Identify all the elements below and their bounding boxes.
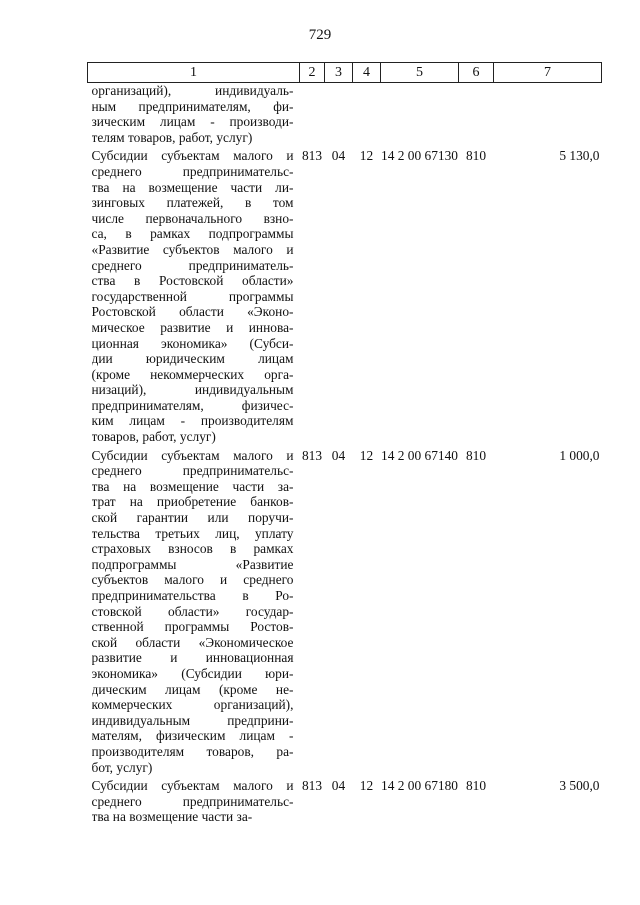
header-col-3: 3 [325, 63, 353, 83]
description-line: ким лицам - производителям [91, 413, 294, 429]
description-line: ственной программы Ростов- [91, 619, 294, 635]
row-ministry-code: 813 [301, 447, 323, 463]
row-expense-type: 810 [465, 778, 487, 794]
description-line: ционная экономика» (Субси- [91, 335, 294, 351]
table-row [88, 445, 602, 775]
description-line: подпрограммы «Развитие [91, 556, 294, 572]
row-expense-type: 810 [465, 148, 487, 164]
row-subsection-code: 12 [359, 778, 374, 794]
row-subsection-code: 12 [359, 148, 374, 164]
description-line: зинговых платежей, в том [91, 195, 294, 211]
description-line: мателям, физическим лицам - [91, 728, 294, 744]
row-amount [494, 83, 602, 146]
row-target-article: 14 2 00 67180 [381, 778, 458, 794]
description-line: развитие и инновационная [91, 650, 294, 666]
row-subsection-code [353, 83, 381, 146]
description-line: среднего предпринимательс- [91, 163, 294, 179]
description-line: страховых взносов в рамках [91, 541, 294, 557]
header-col-4: 4 [353, 63, 381, 83]
row-description [88, 145, 300, 444]
description-line: (кроме некоммерческих орга- [91, 366, 294, 382]
description-line: бот, услуг) [91, 759, 153, 775]
row-section-code: 04 [331, 447, 346, 463]
description-line: Субсидии субъектам малого и [91, 778, 294, 794]
description-line: тельства третьих лиц, уплату [91, 525, 294, 541]
description-line: субъектов малого и среднего [91, 572, 294, 588]
description-line: са, в рамках подпрограммы [91, 226, 294, 242]
row-amount: 3 500,0 [559, 778, 600, 794]
description-line: Ростовской области «Эконо- [91, 304, 294, 320]
row-section-code [325, 83, 353, 146]
page-number: 729 [308, 27, 332, 43]
row-description [88, 83, 300, 146]
description-line: предпринимателям, физичес- [91, 397, 294, 413]
row-target-article: 14 2 00 67140 [381, 447, 458, 463]
header-col-2: 2 [300, 63, 325, 83]
table-row [88, 145, 602, 444]
row-target-article: 14 2 00 67130 [381, 148, 458, 164]
header-col-6: 6 [459, 63, 494, 83]
description-line: Субсидии субъектам малого и [91, 148, 294, 164]
description-line: экономика» (Субсидии юри- [91, 665, 294, 681]
row-section-code: 04 [331, 148, 346, 164]
description-line: трат на приобретение банков- [91, 494, 294, 510]
description-line: товаров, работ, услуг) [91, 429, 216, 445]
description-line: тва на возмещение части за- [91, 478, 294, 494]
description-line: низаций), индивидуальным [91, 382, 294, 398]
header-col-5: 5 [381, 63, 459, 83]
description-line: среднего предпринимательс- [91, 793, 294, 809]
row-target-article [381, 83, 459, 146]
description-line: среднего предприниматель- [91, 257, 294, 273]
description-line: Субсидии субъектам малого и [91, 447, 294, 463]
row-ministry-code [300, 83, 325, 146]
row-description [88, 445, 300, 775]
budget-table [87, 62, 602, 825]
description-line: телям товаров, работ, услуг) [91, 129, 253, 145]
row-subsection-code: 12 [359, 447, 374, 463]
table-row [88, 83, 602, 146]
table-header [88, 63, 602, 83]
description-line: среднего предпринимательс- [91, 463, 294, 479]
row-ministry-code: 813 [301, 148, 323, 164]
row-amount: 5 130,0 [559, 148, 600, 164]
table-body [88, 83, 602, 825]
row-section-code: 04 [331, 778, 346, 794]
description-line: дии юридическим лицам [91, 351, 294, 367]
header-row [88, 63, 602, 83]
description-line: тва на возмещение части ли- [91, 179, 294, 195]
row-description [88, 775, 300, 825]
description-line: государственной программы [91, 288, 294, 304]
description-line: ской области «Экономическое [91, 634, 294, 650]
header-col-1: 1 [88, 63, 300, 83]
description-line: индивидуальным предприни- [91, 712, 294, 728]
description-line: ства в Ростовской области» [91, 273, 294, 289]
description-line: организаций), индивидуаль- [91, 83, 294, 98]
description-line: производителям товаров, ра- [91, 743, 294, 759]
description-line: «Развитие субъектов малого и [91, 241, 294, 257]
description-line: тва на возмещение части за- [91, 809, 253, 825]
description-line: ным предпринимателям, фи- [91, 98, 294, 114]
description-line: мическое развитие и иннова- [91, 319, 294, 335]
row-amount: 1 000,0 [559, 447, 600, 463]
row-expense-type [459, 83, 494, 146]
description-line: числе первоначального взно- [91, 210, 294, 226]
description-line: коммерческих организаций), [91, 697, 294, 713]
description-line: дическим лицам (кроме не- [91, 681, 294, 697]
header-col-7: 7 [494, 63, 602, 83]
description-line: ской гарантии или поручи- [91, 510, 294, 526]
description-line: предпринимательства в Ро- [91, 588, 294, 603]
table-row [88, 775, 602, 825]
row-ministry-code: 813 [301, 778, 323, 794]
row-expense-type: 810 [465, 447, 487, 463]
description-line: зическим лицам - производи- [91, 114, 294, 130]
description-line: стовской области» государ- [91, 603, 294, 619]
